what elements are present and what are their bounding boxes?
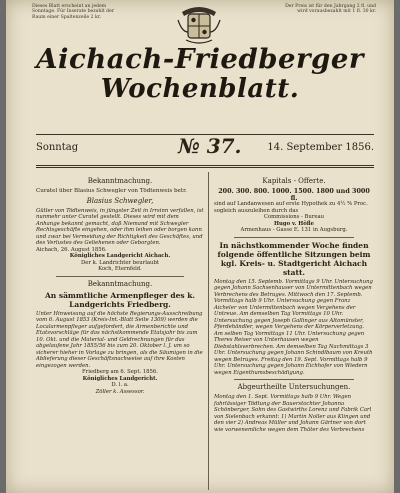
court-officer-1: Der k. Landrichter beurlaubt — [81, 259, 159, 266]
court-signer-1: Koch, Eternfeld. — [98, 266, 142, 272]
masthead-title-line2: Wochenblatt. — [100, 74, 300, 104]
bottom-rule-2 — [36, 167, 374, 168]
section-divider-right — [234, 237, 354, 238]
announcement-subheading-2: An sämmtliche Armenpfleger des k. Landgerichts Friedberg. — [44, 290, 196, 309]
left-column — [36, 175, 204, 395]
bureau-address: Armenhaus - Gasse E. 131 in Augsburg. — [240, 227, 348, 233]
capital-amounts: 200. 300. 800. 1000. 1500. 1800 und 3000 fl. — [218, 187, 370, 202]
court-name-2: Königliches Landgericht. — [82, 375, 158, 382]
weekday: Sonntag — [36, 142, 79, 153]
court-signer-2: Zöller k. Assessor. — [95, 388, 145, 395]
right-column — [214, 175, 374, 433]
announcement-subject-1: Curatel über Blasius Schwegler von Tödtenweis betr. — [36, 188, 187, 194]
price-notice: Der Preis ist für den Jahrgang 2 fl. und wird vorausbezahlt mit 1 fl. 30 kr. — [285, 4, 376, 15]
court-officer-2: D. l. a. — [111, 382, 129, 388]
judged-cases-heading: Abgeurtheilte Untersuchungen. — [237, 383, 351, 391]
issue-date: 14. September 1856. — [267, 142, 374, 153]
coat-of-arms-icon — [174, 2, 224, 46]
section-divider-right-2 — [234, 379, 354, 380]
court-sessions-heading: In nächstkommender Woche finden folgende öffentliche Sitzungen beim kgl. Kreis- u. Stadtgericht Aichach statt. — [217, 240, 371, 277]
section-divider — [56, 276, 184, 277]
commission-bureau: Commissions - Bureau — [263, 214, 325, 220]
announcement-place-1: Aichach, 26. August 1856. — [36, 246, 107, 253]
newspaper-page — [6, 0, 394, 493]
issue-number: № 37. — [178, 134, 242, 158]
announcement-heading-2: Bekanntmachung. — [87, 279, 153, 288]
bottom-rule-1 — [36, 165, 374, 166]
announcement-place-2: Friedberg am 6. Sept. 1856. — [82, 369, 158, 375]
bureau-person: Hugo v. Höfle — [274, 220, 314, 227]
announcement-body-1: Gütler von Tödtenweis, in jüngster Zeit in Irrsinn verfallen, ist nunmehr unter Curatel gestellt. Dieses wird mit dem Anhange bekannt gemacht, daß Niemand mit Schwegler Rechtsgeschäfte eingehen, oder ihm leihen oder borgen kann und zwar bei Vermeidung der Richtigkeit des Geschäftes, und des Verlustes des Geliehenen oder Geborgten. — [36, 207, 204, 246]
subscription-notice: Dieses Blatt erscheint an jedem Sonntage. Für Inserate bezahlt der Raum einer Spaltenzeile 2 kr. — [32, 4, 115, 20]
court-name-1: Königliches Landgericht Aichach. — [69, 253, 171, 259]
column-separator — [208, 172, 209, 490]
capital-offer-heading: Kapitals - Offerte. — [262, 177, 326, 185]
announcement-body-2: Unter Hinweisung auf die höchste Regierungs-Ausschreibung vom 6. August 1853 (Kreis-Int.-Blatt Seite 1309) werden die Localarmenpfleger aufgefordert, die Armenberichte und Etatsvorschläge für das nächstkommende Etatsjahr bis zum 10. Okt. und die Material- und Geldrechnungen für das abgelaufene Jahr 1855/56 bis zum 20. Oktober l. J. um so sicherer hieher in Vorlage zu bringen, als die Säumigen in die Ablieferung dieser Geschäftsnachweise auf ihre Kosten eingezogen werden. — [36, 310, 203, 369]
judged-cases-body: Montag den 1. Sept. Vormittags halb 9 Uhr. Wegen fahrlässiger Tödtung der Bauerstochter Johanna Schönberger, Sohn des Gastwirths Lorenz und Fabrik Carl von Sielenbach erkannt: 1) Martin Noller aus Klingen und den vier 2) Andreas Müller und Johann Gärtner von dort wie vorwenemliche wegen dem Thäter des Verbrechens — [214, 394, 372, 433]
person-name: Blasius Schwegler, — [86, 196, 154, 205]
announcement-heading-1: Bekanntmachung. — [87, 177, 153, 185]
capital-offer-body: sind auf Landanwesen auf erste Hypothek zu 4½ % Proc. sogleich auszuleihen durch das — [214, 201, 368, 214]
court-sessions-body: Montag den 15. Septemb. Vormittags 9 Uhr. Untersuchung gegen Johann Sachsenhauser von Untermittenbach wegen Verbrechens des Betruges. Mittwoch den 17. Septemb. Vormittags halb 9 Uhr. Untersuchung gegen Franz Aicheler von Untermittenbach wegen Vergehens der Untreue. Am demselben Tag Vormittags 10 Uhr. Untersuchung gegen Joseph Gallinger aus Altomünster, Pferdehändler, wegen Vergehens der Körperverletzung. Am selben Tag Vormittags 11 Uhr. Untersuchung gegen Theres Reiser von Unterhausen wegen Diebstahlsverbrechen. Am demselben Tag Nachmittags 3 Uhr. Untersuchung gegen Johann Schindlbaum von Kreuth wegen Betruges. Freitag den 19. Sept. Vormittags halb 9 Uhr. Untersuchung gegen Johann Eichhofer von Wiedern wegen Eigenthumsbeschädigung. — [214, 278, 373, 376]
masthead-title-line1: Aichach-Friedberger — [36, 44, 364, 75]
